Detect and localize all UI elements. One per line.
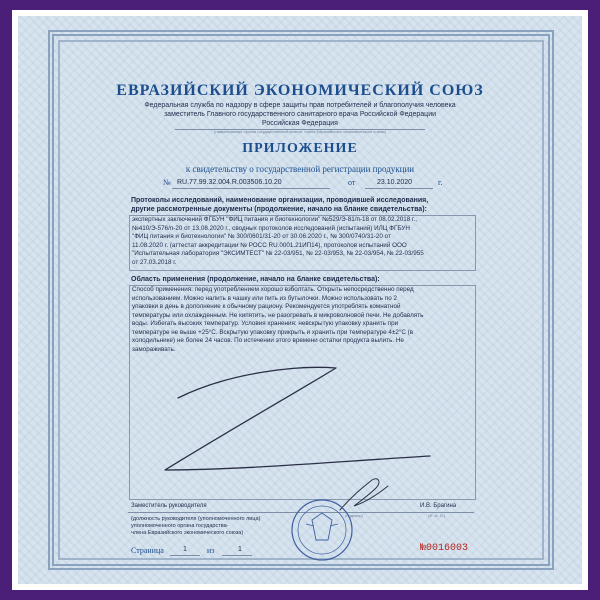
signer-role: Заместитель руководителя — [131, 503, 207, 509]
scope-line-4: температуры или охлажденным. Не кипятить, не разогревать в микроволновой печи. Не добавлять — [132, 311, 424, 319]
scope-line-5: воды. Избегать высоких температур. Условия хранения: невскрытую упаковку хранить при — [132, 320, 399, 327]
protocols-line-1: экспертных заключений ФГБУН "ФИЦ питания и биотехнологии" №529/Э-81/п-18 от 08.02.2018 г., — [132, 216, 418, 223]
scope-line-3: упаковки в день в дополнение к обычному рациону. Рекомендуется употреблять комнатной — [132, 303, 401, 310]
protocols-heading-1: Протоколы исследований, наименование организации, проводившей исследования, — [131, 197, 429, 204]
certificate-number: RU.77.99.32.004.R.003506.10.20 — [177, 179, 282, 186]
agency-line-1: Федеральная служба по надзору в сфере защиты прав потребителей и благополучия человека — [144, 102, 456, 109]
scope-heading: Область применения (продолжение, начало на бланке свидетельства): — [131, 276, 380, 283]
page-subtitle: к свидетельству о государственной регистрации продукции — [185, 164, 415, 174]
signature-caption: (подпись) — [345, 513, 363, 518]
union-title: ЕВРАЗИЙСКИЙ ЭКОНОМИЧЕСКИЙ СОЮЗ — [116, 82, 484, 99]
agency-caption: (наименование органа государственной власти, члена Евразийского экономического союза) — [214, 129, 386, 134]
scope-line-1: Способ применения: перед употреблением хорошо взболтать. Открыть непосредственно перед — [132, 286, 414, 293]
role-caption-1: (должность руководителя (уполномоченного лица) — [131, 516, 261, 522]
protocols-heading-2: другие рассмотренные документы (продолжение, начало на бланке свидетельства): — [131, 206, 427, 213]
name-caption: (Ф. И. О.) — [428, 513, 446, 518]
total-underline — [222, 555, 252, 556]
signer-name: И.В. Брагина — [420, 503, 457, 509]
scope-line-8: замораживать. — [132, 345, 176, 353]
protocols-line-3: "ФИЦ питания и биотехнологии" № 300/0601/31-20 от 30.06.2020 г., № 300/0740/31-20 от — [132, 233, 391, 240]
page-label: Страница — [131, 546, 164, 555]
date-from-label: от — [348, 178, 356, 187]
agency-line-2: заместитель Главного государственного санитарного врача Российской Федерации — [163, 111, 437, 118]
page-underline — [170, 555, 200, 556]
total-pages: 1 — [238, 546, 242, 553]
protocols-line-2: №410/Э-576/п-20 от 13.08.2020 г., сводных протоколов исследований (испытаний) ИЛЦ ФГБУН — [132, 224, 410, 232]
role-caption-2: уполномоченного органа государства- — [131, 523, 229, 529]
protocols-line-6: от 27.03.2018 г. — [132, 258, 177, 266]
role-caption-3: члена Евразийского экономического союза) — [131, 530, 244, 536]
scope-line-7: холодильнике) не более 24 часов. По истечении этого времени остатки продукта вылить. Не — [132, 337, 404, 344]
protocols-line-5: "Испытательная лаборатория "ЭКСИМТЕСТ" № 22-03/951, № 22-03/953, № 22-03/954, № 22-03/955 — [132, 250, 424, 257]
scope-line-2: использованием. Можно налить в чашку или пить из бутылочки. Можно использовать по 2 — [132, 294, 397, 302]
page-title: ПРИЛОЖЕНИЕ — [242, 141, 358, 156]
serial-number: №0016003 — [420, 543, 469, 554]
page-number: 1 — [183, 546, 187, 553]
year-suffix: г. — [438, 178, 443, 187]
agency-line-3: Российская Федерация — [262, 120, 338, 127]
protocols-line-4: 11.08.2020 г. (аттестат аккредитации № РОСС RU.0001.21ИП14), протоколов испытаний ООО — [132, 241, 407, 249]
number-label: № — [163, 178, 171, 187]
scope-line-6: температуре не выше +25°С. Вскрытую упаковку прикрыть и хранить при температуре 4±2°С (в — [132, 328, 414, 336]
certificate-date: 23.10.2020 — [377, 179, 413, 186]
of-label: из — [207, 546, 215, 555]
